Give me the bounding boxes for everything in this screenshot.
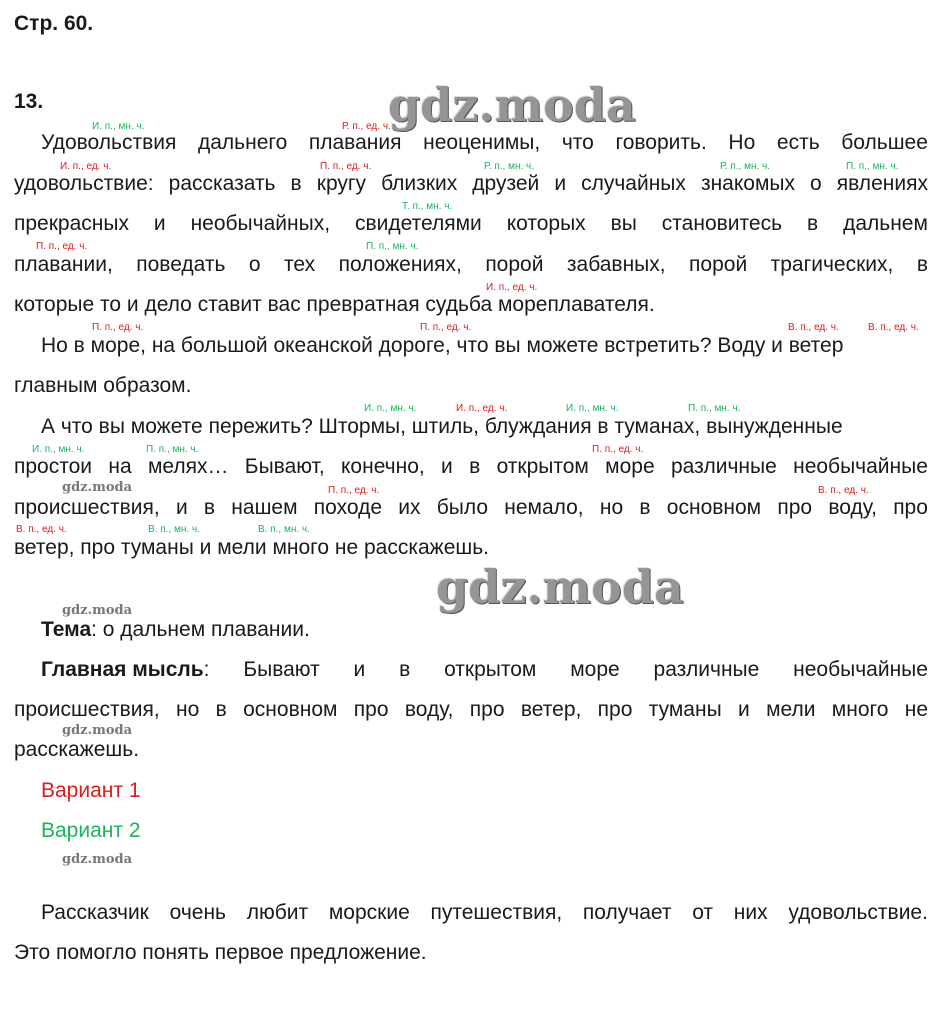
case-label: И. п., мн. ч. — [364, 403, 417, 414]
text-line-6: Но в море, на большой океанской дороге, что вы можете встретить? Воду и ветер — [41, 334, 844, 357]
case-label: Р. п., ед. ч. — [342, 121, 391, 132]
case-label: И. п., мн. ч. — [32, 444, 85, 455]
case-label: П. п., мн. ч. — [146, 444, 199, 455]
case-label: Т. п., мн. ч. — [402, 201, 453, 212]
case-label: П. п., ед. ч. — [92, 322, 144, 333]
legend-variant-1: Вариант 1 — [41, 779, 141, 802]
case-label: П. п., мн. ч. — [846, 161, 899, 172]
theme-label: Тема — [41, 618, 92, 641]
case-label: П. п., мн. ч. — [366, 241, 419, 252]
case-label: П. п., мн. ч. — [688, 403, 741, 414]
main-idea-label: Главная мысль — [41, 658, 204, 681]
case-label: И. п., мн. ч. — [566, 403, 619, 414]
theme-text: : о дальнем плавании. — [91, 618, 310, 641]
case-label: В. п., ед. ч. — [788, 322, 839, 333]
case-label: В. п., мн. ч. — [148, 524, 200, 535]
text-line-5: которые то и дело ставит вас превратная судьба мореплавателя. — [14, 293, 655, 316]
text-line-9: простои на мелях… Бывают, конечно, и в открытом море различные необычайные — [14, 455, 928, 478]
legend-variant-2: Вариант 2 — [41, 819, 141, 842]
theme-line — [41, 618, 310, 642]
case-label: Р. п., мн. ч. — [484, 161, 535, 172]
watermark-small-1: gdz.moda — [62, 480, 133, 495]
case-label: В. п., ед. ч. — [16, 524, 67, 535]
case-label: П. п., ед. ч. — [420, 322, 472, 333]
watermark-small-2: gdz.moda — [62, 603, 133, 618]
case-label: И. п., ед. ч. — [486, 282, 538, 293]
text-line-3: прекрасных и необычайных, свидетелями которых вы становитесь в дальнем — [14, 212, 928, 235]
main-idea-line-3: расскажешь. — [14, 738, 140, 761]
exercise-number: 13. — [14, 90, 44, 113]
main-idea-line-1: Главная мысль: Бывают и в открытом море различные необычайные — [41, 658, 928, 681]
case-label: П. п., ед. ч. — [36, 241, 88, 252]
text-line-10: происшествия, и в нашем походе их было немало, но в основном про воду, про — [14, 496, 928, 519]
text-line-4: плавании, поведать о тех положениях, порой забавных, порой трагических, в — [14, 253, 928, 276]
case-label: В. п., мн. ч. — [258, 524, 310, 535]
conclusion-line-2: Это помогло понять первое предложение. — [14, 941, 427, 964]
text-line-8: А что вы можете пережить? Штормы, штиль, блуждания в туманах, вынужденные — [41, 415, 843, 438]
case-label: В. п., ед. ч. — [868, 322, 919, 333]
text-line-1: Удовольствия дальнего плавания неоценимы, что говорить. Но есть большее — [41, 131, 928, 154]
case-label: И. п., мн. ч. — [92, 121, 145, 132]
case-label: П. п., ед. ч. — [328, 485, 380, 496]
page-header: Стр. 60. — [14, 12, 94, 35]
case-label: И. п., ед. ч. — [60, 161, 112, 172]
watermark-middle: gdz.moda — [436, 560, 684, 614]
case-label: П. п., ед. ч. — [592, 444, 644, 455]
case-label: В. п., ед. ч. — [818, 485, 869, 496]
case-label: И. п., ед. ч. — [456, 403, 508, 414]
text-line-7: главным образом. — [14, 374, 192, 397]
case-label: П. п., ед. ч. — [320, 161, 372, 172]
case-label: Р. п., мн. ч. — [720, 161, 771, 172]
watermark-small-3: gdz.moda — [62, 723, 133, 738]
main-idea-line-2: происшествия, но в основном про воду, про ветер, про туманы и мели много не — [14, 698, 928, 721]
conclusion-line-1: Рассказчик очень любит морские путешествия, получает от них удовольствие. — [41, 901, 928, 924]
watermark-top: gdz.moda — [388, 78, 636, 132]
watermark-small-4: gdz.moda — [62, 852, 133, 867]
text-line-2: удовольствие: рассказать в кругу близких друзей и случайных знакомых о явлениях — [14, 172, 928, 195]
text-line-11: ветер, про туманы и мели много не расскажешь. — [14, 536, 490, 559]
